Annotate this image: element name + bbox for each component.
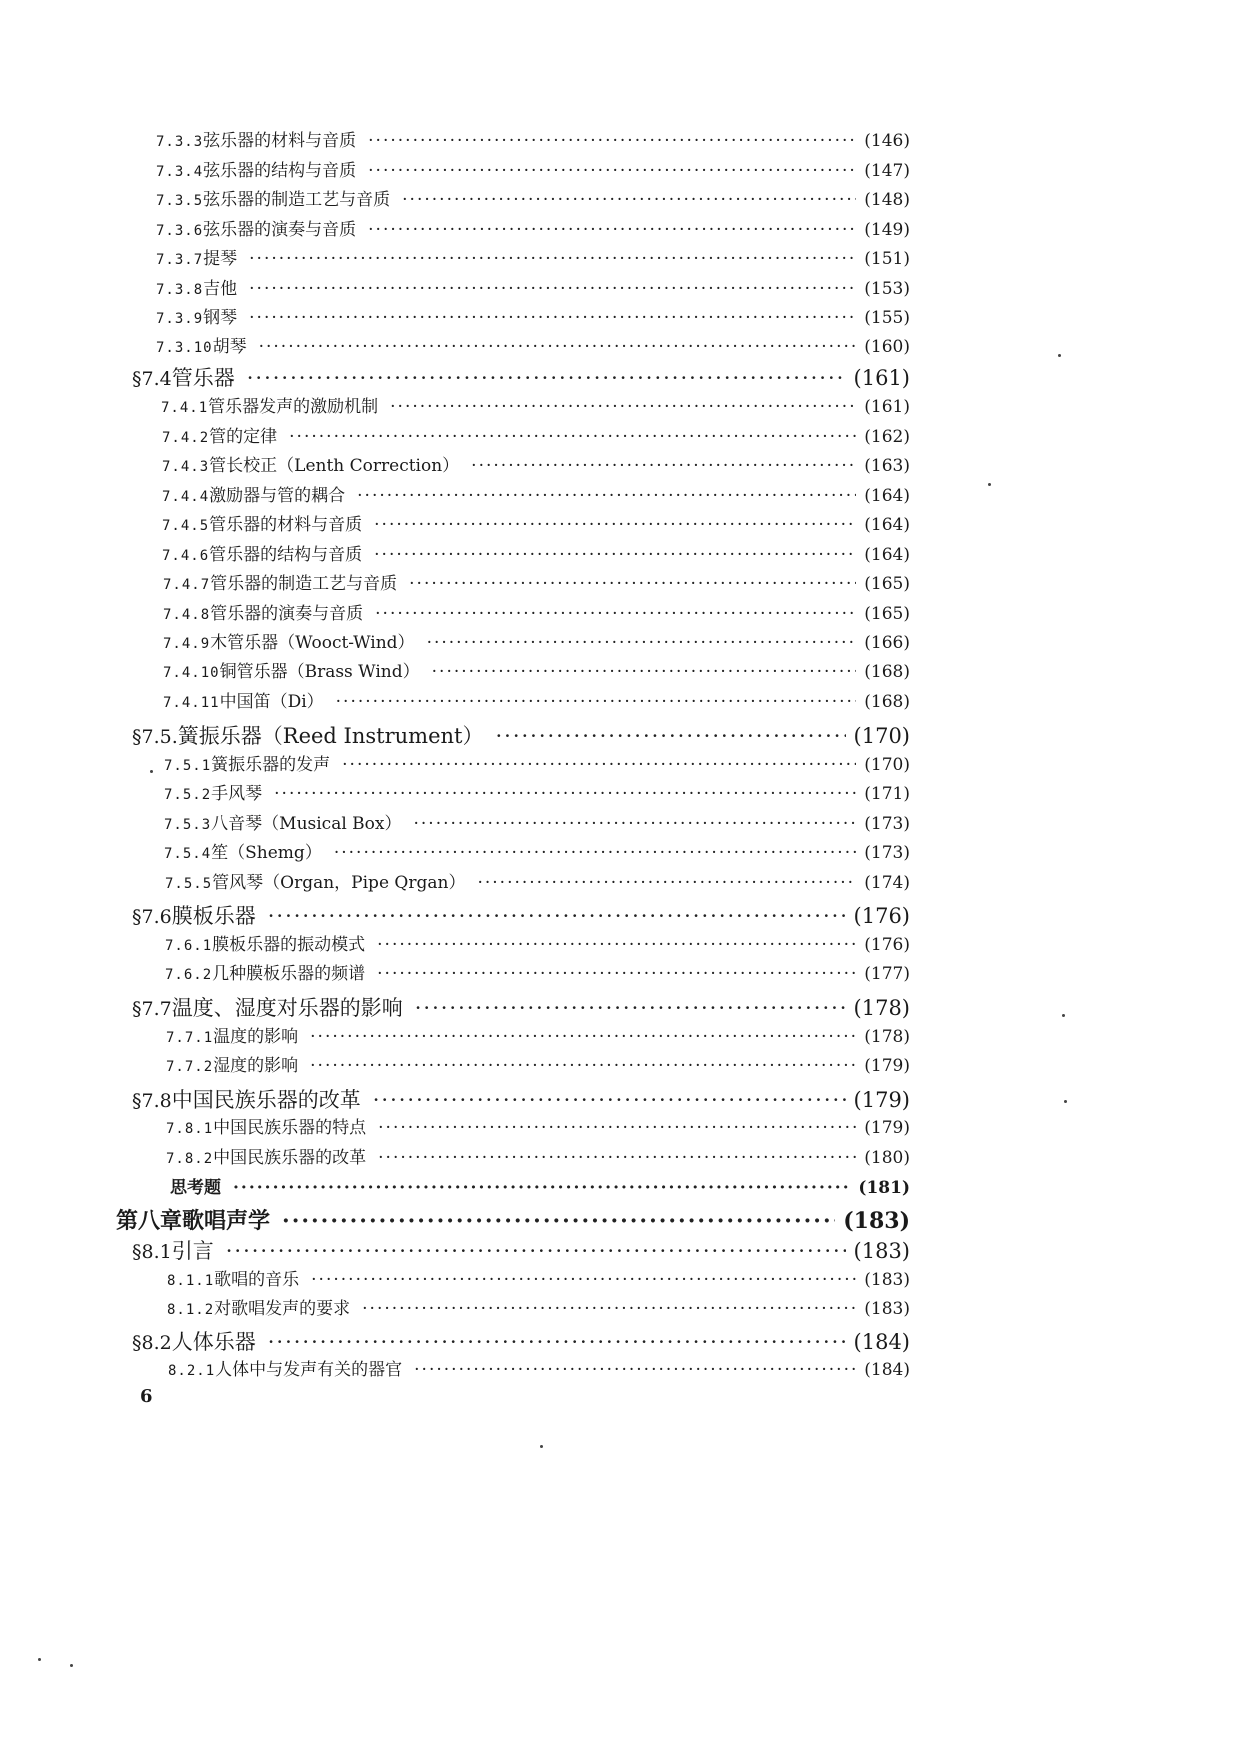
toc-title: 思考题	[170, 1178, 221, 1198]
toc-page-number: (147)	[864, 161, 910, 181]
toc-title: 歌唱的音乐	[214, 1270, 300, 1290]
toc-subsection[interactable]	[170, 1173, 910, 1198]
toc-title: 中国民族乐器的改革	[213, 1148, 367, 1168]
toc-title: 管乐器的材料与音质	[209, 515, 363, 535]
toc-title: 吉他	[203, 279, 238, 299]
toc-number: §7.7	[132, 998, 172, 1020]
toc-title: 手风琴	[211, 784, 263, 804]
dot-leader	[402, 190, 856, 210]
toc-page-number: (146)	[864, 131, 910, 151]
toc-subsection[interactable]	[167, 1294, 910, 1319]
toc-page-number: (176)	[864, 935, 910, 955]
toc-title: 管长校正（Lenth Correction）	[209, 456, 460, 476]
dot-leader	[374, 515, 856, 535]
toc-number: 7.5.5	[165, 876, 213, 892]
scan-speck	[150, 770, 153, 773]
toc-page-number: (183)	[864, 1299, 910, 1319]
toc-subsection[interactable]	[162, 540, 910, 565]
toc-title: 激励器与管的耦合	[209, 486, 346, 506]
toc-title: 管乐器	[171, 366, 235, 390]
toc-page-number: (170)	[864, 755, 910, 775]
toc-page-number: (163)	[864, 456, 910, 476]
toc-number: 第八章	[116, 1208, 183, 1234]
toc-number: 7.5.4	[164, 846, 212, 862]
toc-number: §8.1	[132, 1241, 172, 1263]
toc-section[interactable]	[132, 992, 910, 1022]
toc-title: 提琴	[203, 249, 238, 269]
toc-subsection[interactable]	[168, 1355, 910, 1380]
dot-leader	[357, 486, 856, 506]
dot-leader	[249, 308, 856, 328]
toc-section[interactable]	[132, 720, 910, 750]
dot-leader	[427, 633, 857, 653]
toc-number: 7.4.5	[162, 518, 210, 534]
toc-page-number: (165)	[864, 604, 910, 624]
toc-number: 7.3.9	[156, 311, 204, 327]
toc-subsection[interactable]	[164, 779, 910, 804]
toc-number: §7.8	[132, 1090, 172, 1112]
dot-leader	[368, 220, 856, 240]
toc-title: 膜板乐器	[171, 904, 256, 928]
toc-number: 7.4.7	[163, 577, 211, 593]
dot-leader	[377, 935, 856, 955]
dot-leader	[477, 873, 856, 893]
toc-page-number: (162)	[864, 427, 910, 447]
toc-title: 簧振乐器的发声	[211, 755, 331, 775]
scan-speck	[540, 1445, 543, 1448]
dot-leader	[362, 1299, 856, 1319]
dot-leader	[282, 1208, 835, 1234]
toc-subsection[interactable]	[163, 569, 910, 594]
toc-title: 胡琴	[212, 337, 247, 357]
toc-title: 簧振乐器（Reed Instrument）	[177, 724, 484, 748]
toc-number: 7.8.1	[166, 1121, 214, 1137]
toc-title: 笙（Shemg）	[211, 843, 322, 863]
scan-speck	[1058, 354, 1061, 357]
dot-leader	[414, 814, 857, 834]
toc-title: 中国笛（Di）	[219, 692, 324, 712]
toc-page-number: (170)	[853, 724, 910, 748]
toc-number: 7.5.1	[164, 758, 212, 774]
toc-number: 7.7.1	[166, 1030, 214, 1046]
toc-subsection[interactable]	[166, 1022, 910, 1047]
scan-speck	[988, 483, 991, 486]
dot-leader	[310, 1027, 856, 1047]
toc-title: 弦乐器的制造工艺与音质	[203, 190, 391, 210]
toc-subsection[interactable]	[156, 303, 910, 328]
toc-number: 7.6.2	[165, 967, 213, 983]
toc-page-number: (161)	[864, 397, 910, 417]
toc-number: 7.4.9	[163, 636, 211, 652]
toc-number: 7.5.2	[164, 787, 212, 803]
dot-leader	[342, 755, 856, 775]
toc-chapter[interactable]	[116, 1204, 910, 1235]
dot-leader	[289, 427, 856, 447]
toc-page-number: (164)	[864, 486, 910, 506]
dot-leader	[226, 1239, 846, 1263]
toc-number: 7.4.10	[163, 665, 220, 681]
dot-leader	[368, 161, 856, 181]
toc-number: 7.7.2	[166, 1059, 214, 1075]
toc-title: 弦乐器的结构与音质	[203, 161, 357, 181]
toc-subsection[interactable]	[163, 628, 910, 653]
toc-subsection[interactable]	[166, 1113, 910, 1138]
toc-number: 7.4.11	[163, 695, 220, 711]
toc-title: 管风琴（Organ，Pipe Qrgan）	[212, 873, 466, 893]
toc-number: 7.3.8	[156, 282, 204, 298]
toc-title: 湿度的影响	[213, 1056, 299, 1076]
toc-page-number: (164)	[864, 545, 910, 565]
toc-number: 8.1.1	[167, 1273, 215, 1289]
toc-number: 7.4.2	[162, 430, 210, 446]
toc-page-number: (164)	[864, 515, 910, 535]
toc-title: 管乐器的演奏与音质	[210, 604, 364, 624]
toc-page-number: (178)	[864, 1027, 910, 1047]
toc-title: 钢琴	[203, 308, 238, 328]
toc-page-number: (179)	[853, 1088, 910, 1112]
toc-section[interactable]	[132, 362, 910, 392]
toc-number: 7.4.1	[161, 400, 209, 416]
toc-page-number: (180)	[864, 1148, 910, 1168]
toc-number: 7.4.3	[162, 459, 210, 475]
toc-page-number: (149)	[864, 220, 910, 240]
dot-leader	[268, 1330, 846, 1354]
toc-subsection[interactable]	[156, 274, 910, 299]
dot-leader	[390, 397, 856, 417]
toc-subsection[interactable]	[165, 959, 910, 984]
toc-subsection[interactable]	[166, 1051, 910, 1076]
toc-number: 7.3.10	[156, 340, 213, 356]
dot-leader	[368, 131, 856, 151]
scan-speck	[70, 1664, 73, 1667]
toc-page-number: (161)	[853, 366, 910, 390]
toc-page-number: (165)	[864, 574, 910, 594]
toc-page-number: (151)	[864, 249, 910, 269]
scan-speck	[38, 1658, 41, 1661]
toc-page-number: (171)	[864, 784, 910, 804]
toc-subsection[interactable]	[156, 244, 910, 269]
toc-title: 铜管乐器（Brass Wind）	[219, 662, 420, 682]
toc-title: 木管乐器（Wooct-Wind）	[210, 633, 415, 653]
toc-subsection[interactable]	[156, 332, 910, 357]
toc-title: 歌唱声学	[182, 1208, 271, 1234]
dot-leader	[415, 996, 846, 1020]
toc-page-number: (184)	[853, 1330, 910, 1354]
toc-page-number: (173)	[864, 843, 910, 863]
dot-leader	[274, 784, 856, 804]
toc-title: 管的定律	[209, 427, 278, 447]
toc-title: 中国民族乐器的改革	[171, 1088, 361, 1112]
toc-number: 7.4.6	[162, 548, 210, 564]
toc-subsection[interactable]	[165, 868, 910, 893]
toc-title: 八音琴（Musical Box）	[211, 814, 402, 834]
toc-subsection[interactable]	[164, 809, 910, 834]
toc-page-number: (148)	[864, 190, 910, 210]
toc-page-number: (166)	[864, 633, 910, 653]
toc-subsection[interactable]	[166, 1143, 910, 1168]
dot-leader	[249, 249, 856, 269]
toc-section[interactable]	[132, 900, 910, 930]
toc-page-number: (179)	[864, 1056, 910, 1076]
toc-subsection[interactable]	[162, 451, 910, 476]
toc-subsection[interactable]	[164, 750, 910, 775]
toc-number: 8.2.1	[168, 1363, 216, 1379]
scan-speck	[1064, 1100, 1067, 1103]
toc-page-number: (183)	[843, 1208, 910, 1234]
toc-number: §7.5.	[132, 726, 178, 748]
dot-leader	[233, 1178, 850, 1198]
page-number: 6	[140, 1386, 153, 1407]
toc-title: 对歌唱发声的要求	[214, 1299, 351, 1319]
toc-number: §8.2	[132, 1332, 172, 1354]
toc-subsection[interactable]	[156, 215, 910, 240]
toc-page-number: (181)	[858, 1178, 910, 1198]
toc-title: 弦乐器的演奏与音质	[203, 220, 357, 240]
toc-number: 7.5.3	[164, 817, 212, 833]
toc-page-number: (153)	[864, 279, 910, 299]
toc-title: 人体中与发声有关的器官	[215, 1360, 403, 1380]
dot-leader	[409, 574, 856, 594]
toc-page-number: (179)	[864, 1118, 910, 1138]
toc-subsection[interactable]	[163, 657, 910, 682]
dot-leader	[375, 604, 856, 624]
dot-leader	[249, 279, 856, 299]
toc-subsection[interactable]	[162, 510, 910, 535]
toc-subsection[interactable]	[163, 599, 910, 624]
toc-subsection[interactable]	[156, 185, 910, 210]
dot-leader	[414, 1360, 856, 1380]
toc-number: 7.8.2	[166, 1151, 214, 1167]
dot-leader	[471, 456, 856, 476]
toc-page-number: (160)	[864, 337, 910, 357]
toc-page-number: (183)	[864, 1270, 910, 1290]
toc-section[interactable]	[132, 1084, 910, 1114]
dot-leader	[373, 1088, 846, 1112]
toc-title: 温度、湿度对乐器的影响	[171, 996, 403, 1020]
toc-page-number: (173)	[864, 814, 910, 834]
dot-leader	[432, 662, 857, 682]
toc-page-number: (155)	[864, 308, 910, 328]
toc-section[interactable]	[132, 1326, 910, 1356]
toc-page-number: (174)	[864, 873, 910, 893]
toc-number: 7.3.5	[156, 193, 204, 209]
toc-page-number: (168)	[864, 662, 910, 682]
dot-leader	[310, 1056, 856, 1076]
dot-leader	[311, 1270, 856, 1290]
toc-number: 7.4.8	[163, 607, 211, 623]
toc-number: 7.3.7	[156, 252, 204, 268]
toc-subsection[interactable]	[162, 481, 910, 506]
toc-subsection[interactable]	[161, 392, 910, 417]
toc-page-number: (178)	[853, 996, 910, 1020]
dot-leader	[259, 337, 857, 357]
dot-leader	[378, 1148, 856, 1168]
toc-subsection[interactable]	[156, 156, 910, 181]
toc-subsection[interactable]	[165, 930, 910, 955]
toc-subsection[interactable]	[162, 422, 910, 447]
scan-speck	[1062, 1014, 1065, 1017]
toc-page-number: (176)	[853, 904, 910, 928]
dot-leader	[247, 366, 846, 390]
dot-leader	[378, 1118, 856, 1138]
dot-leader	[495, 724, 845, 748]
toc-number: §7.4	[132, 368, 172, 390]
toc-number: 7.3.6	[156, 223, 204, 239]
dot-leader	[268, 904, 846, 928]
toc-title: 几种膜板乐器的频谱	[212, 964, 366, 984]
toc-number: 8.1.2	[167, 1302, 215, 1318]
toc-page-number: (168)	[864, 692, 910, 712]
toc-subsection[interactable]	[156, 126, 910, 151]
toc-title: 中国民族乐器的特点	[213, 1118, 367, 1138]
toc-subsection[interactable]	[164, 838, 910, 863]
toc-number: §7.6	[132, 906, 172, 928]
toc-title: 管乐器发声的激励机制	[208, 397, 379, 417]
toc-subsection[interactable]	[167, 1265, 910, 1290]
toc-number: 7.3.4	[156, 164, 204, 180]
dot-leader	[377, 964, 856, 984]
toc-number: 7.6.1	[165, 938, 213, 954]
toc-number: 7.3.3	[156, 134, 204, 150]
toc-subsection[interactable]	[163, 687, 910, 712]
toc-section[interactable]	[132, 1235, 910, 1265]
toc-title: 引言	[171, 1239, 214, 1263]
dot-leader	[374, 545, 856, 565]
dot-leader	[336, 692, 857, 712]
toc-page-number: (184)	[864, 1360, 910, 1380]
toc-number: 7.4.4	[162, 489, 210, 505]
toc-title: 管乐器的结构与音质	[209, 545, 363, 565]
toc-page-number: (177)	[864, 964, 910, 984]
toc-title: 管乐器的制造工艺与音质	[210, 574, 398, 594]
dot-leader	[334, 843, 856, 863]
toc-title: 弦乐器的材料与音质	[203, 131, 357, 151]
toc-page-number: (183)	[853, 1239, 910, 1263]
toc-title: 膜板乐器的振动模式	[212, 935, 366, 955]
toc-title: 温度的影响	[213, 1027, 299, 1047]
toc-title: 人体乐器	[171, 1330, 256, 1354]
